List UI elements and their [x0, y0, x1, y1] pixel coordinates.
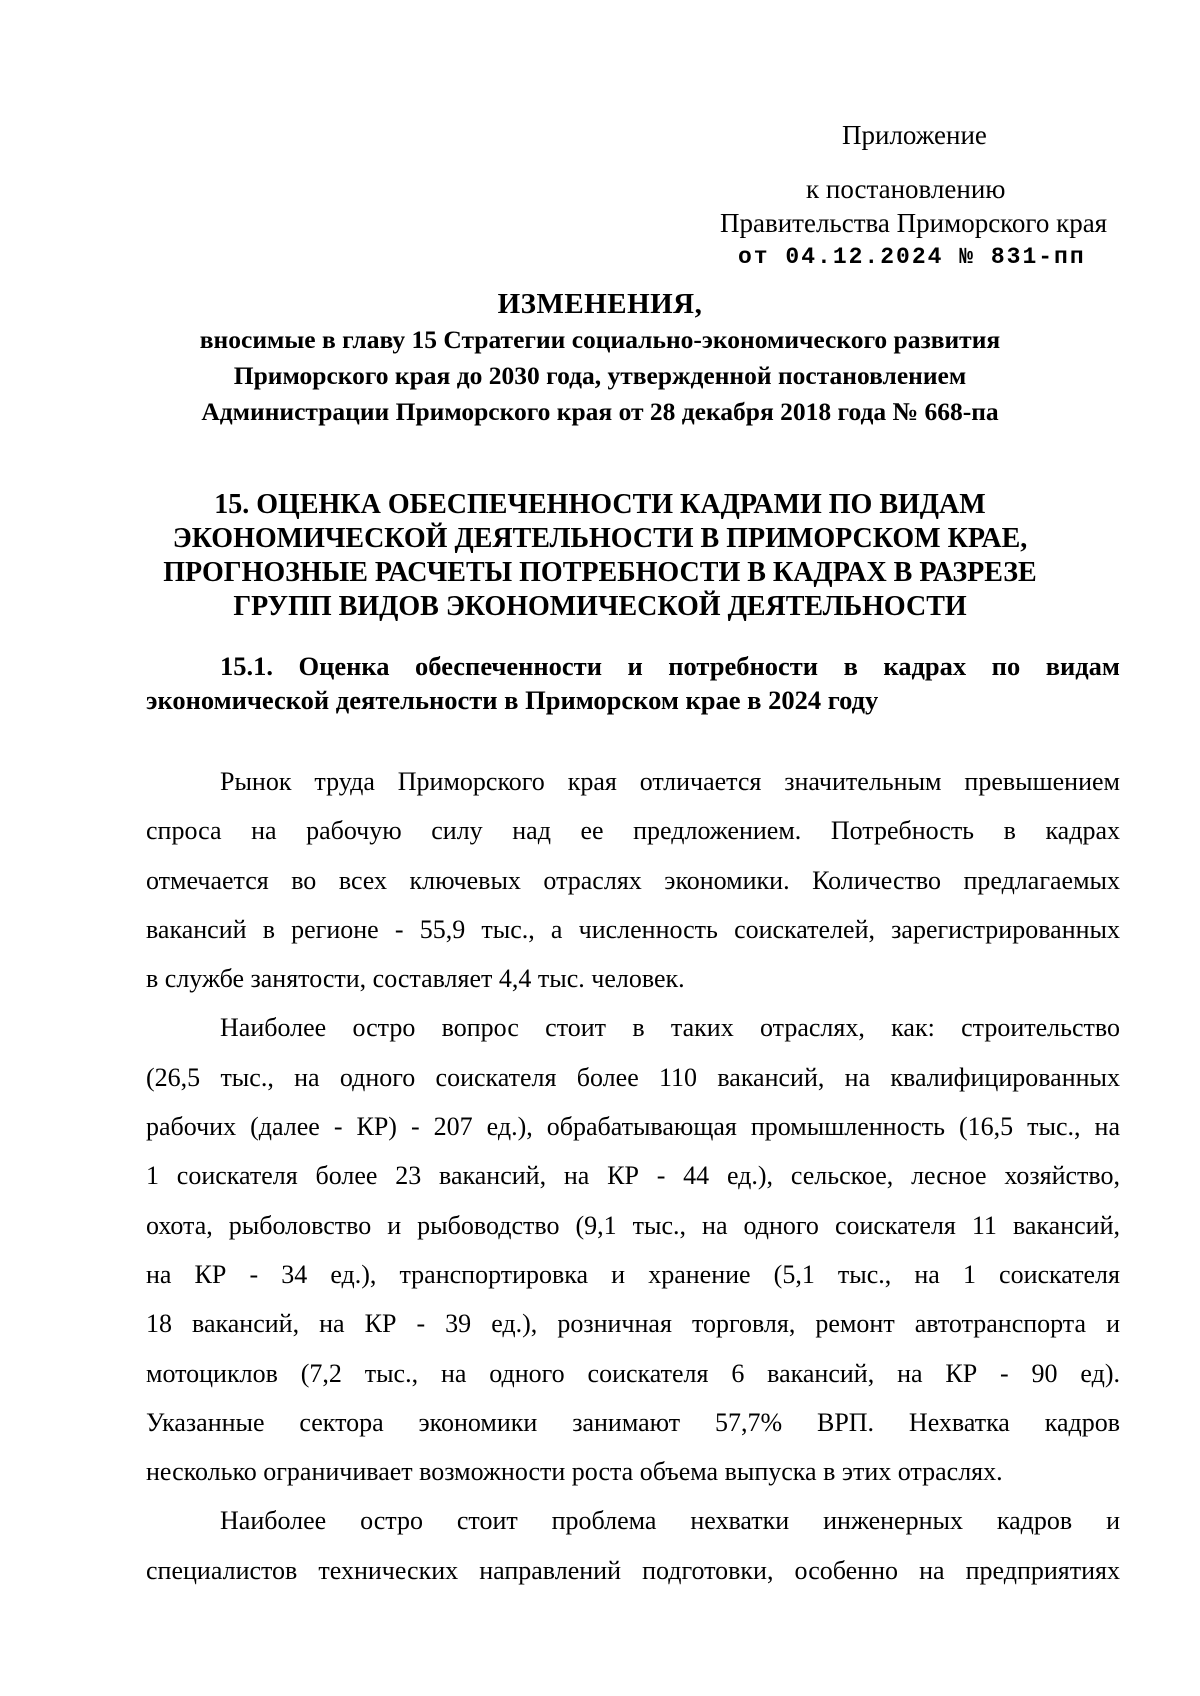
changes-subtitle-line: Администрации Приморского края от 28 декабря 2018 года № 668-па: [201, 397, 999, 426]
text-line: несколько ограничивает возможности роста объема выпуска в этих отраслях.: [146, 1457, 1003, 1487]
text-line: в службе занятости, составляет 4,4 тыс. человек.: [146, 964, 685, 994]
text-line: 1 соискателя более 23 вакансий, на КР - 44 ед.), сельское, лесное хозяйство,: [146, 1161, 1120, 1191]
body-text: [146, 757, 1120, 1595]
changes-title: [150, 286, 1050, 430]
text-line: Наиболее остро стоит проблема нехватки инженерных кадров и: [220, 1506, 1120, 1536]
text-line: Рынок труда Приморского края отличается значительным превышением: [220, 767, 1120, 796]
paragraph: [146, 1003, 1120, 1496]
section-title-line: ГРУПП ВИДОВ ЭКОНОМИЧЕСКОЙ ДЕЯТЕЛЬНОСТИ: [233, 591, 967, 622]
subsection-title-line: 15.1. Оценка обеспеченности и потребности в кадрах по видам: [220, 651, 1120, 681]
section-title-line: ЭКОНОМИЧЕСКОЙ ДЕЯТЕЛЬНОСТИ В ПРИМОРСКОМ КРАЕ,: [172, 523, 1028, 554]
text-line: Наиболее остро вопрос стоит в таких отраслях, как: строительство: [220, 1013, 1120, 1043]
text-line: 18 вакансий, на КР - 39 ед.), розничная торговля, ремонт автотранспорта и: [146, 1309, 1120, 1339]
changes-heading: ИЗМЕНЕНИЯ,: [497, 288, 703, 320]
text-line: на КР - 34 ед.), транспортировка и хранение (5,1 тыс., на 1 соискателя: [146, 1259, 1120, 1289]
subsection-title: [146, 649, 1120, 717]
appendix-label: Приложение: [842, 120, 987, 150]
section-title-line: ПРОГНОЗНЫЕ РАСЧЕТЫ ПОТРЕБНОСТИ В КАДРАХ В РАЗРЕЗЕ: [163, 557, 1037, 588]
appendix-government-line: Правительства Приморского края: [720, 208, 1108, 238]
appendix-block: [700, 118, 1120, 274]
paragraph: [146, 1496, 1120, 1595]
changes-subtitle-line: Приморского края до 2030 года, утвержденной постановлением: [233, 361, 967, 390]
section-title-line: 15. ОЦЕНКА ОБЕСПЕЧЕННОСТИ КАДРАМИ ПО ВИДАМ: [214, 489, 986, 520]
paragraph: [146, 757, 1120, 1003]
appendix-number: от 04.12.2024 № 831-пп: [738, 244, 1086, 270]
text-line: (26,5 тыс., на одного соискателя более 110 вакансий, на квалифицированных: [146, 1062, 1120, 1092]
text-line: рабочих (далее - КР) - 207 ед.), обрабатывающая промышленность (16,5 тыс., на: [146, 1112, 1120, 1142]
text-line: спроса на рабочую силу над ее предложением. Потребность в кадрах: [146, 816, 1120, 846]
text-line: охота, рыболовство и рыбоводство (9,1 тыс., на одного соискателя 11 вакансий,: [146, 1210, 1120, 1240]
appendix-resolution-line: к постановлению: [806, 174, 1006, 204]
changes-subtitle-line: вносимые в главу 15 Стратегии социально-экономического развития: [199, 325, 1001, 354]
text-line: отмечается во всех ключевых отраслях экономики. Количество предлагаемых: [146, 865, 1120, 895]
text-line: Указанные сектора экономики занимают 57,7% ВРП. Нехватка кадров: [146, 1407, 1120, 1437]
section-title: [140, 488, 1060, 624]
subsection-title-line: экономической деятельности в Приморском крае в 2024 году: [146, 685, 879, 715]
text-line: мотоциклов (7,2 тыс., на одного соискателя 6 вакансий, на КР - 90 ед).: [146, 1358, 1120, 1388]
text-line: вакансий в регионе - 55,9 тыс., а численность соискателей, зарегистрированных: [146, 914, 1120, 944]
text-line: специалистов технических направлений подготовки, особенно на предприятиях: [146, 1555, 1120, 1585]
